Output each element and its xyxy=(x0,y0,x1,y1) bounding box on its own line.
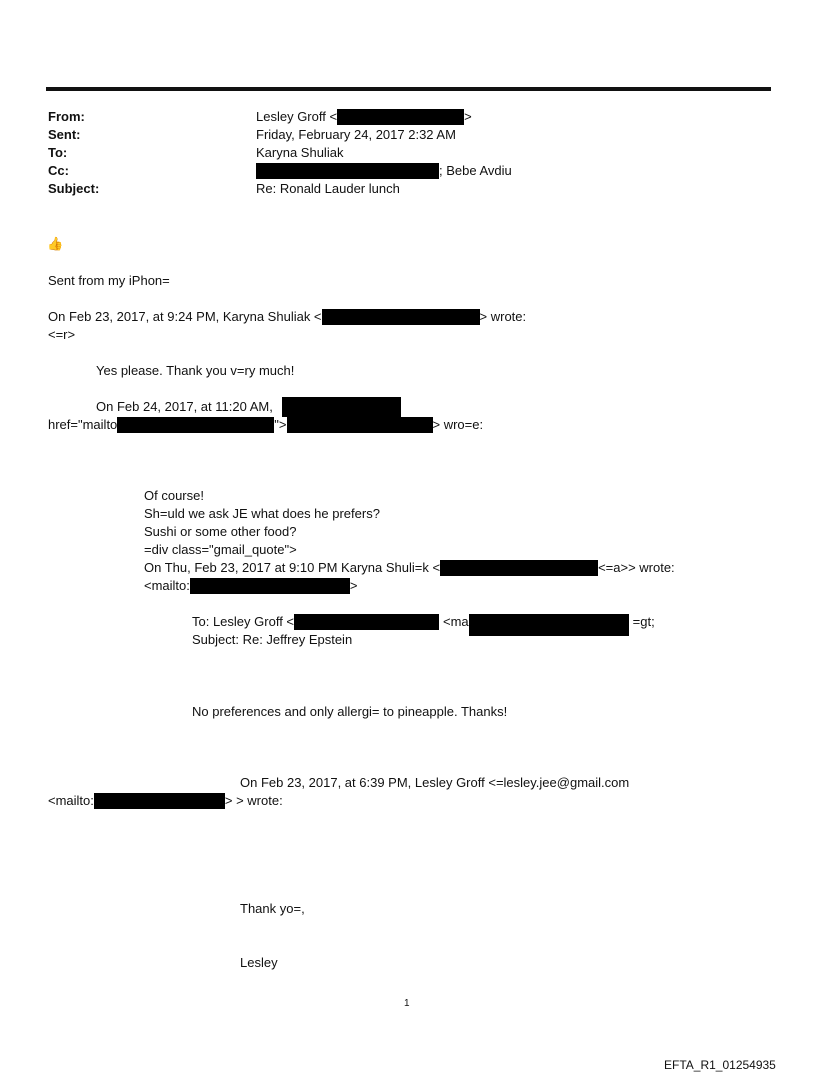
reply-2-line-2: Sh=uld we ask JE what does he prefers? xyxy=(144,506,380,521)
sent-label: Sent: xyxy=(48,127,81,142)
from-value xyxy=(256,109,472,125)
redaction-box xyxy=(190,578,350,594)
cc-label: Cc: xyxy=(48,163,69,178)
quote-header-1-end: > wrote: xyxy=(479,309,527,324)
quote-header-3-text: On Thu, Feb 23, 2017 at 9:10 PM Karyna Shuli=k < xyxy=(144,560,441,575)
quote-header-4-line2 xyxy=(48,793,283,809)
from-label: From: xyxy=(48,109,85,124)
redaction-box xyxy=(469,614,629,636)
redaction-box xyxy=(256,163,439,179)
to-label: To: xyxy=(48,145,68,160)
header-rule xyxy=(46,87,771,91)
reply-2-line-1: Of course! xyxy=(144,488,204,503)
cc-value xyxy=(256,163,512,179)
reply-2-line-4: =div class="gmail_quote"> xyxy=(144,542,297,557)
thanks-line: Thank yo=, xyxy=(240,901,305,916)
from-name: Lesley Groff < xyxy=(256,109,338,124)
quote-header-1 xyxy=(48,309,526,325)
redaction-box xyxy=(287,417,433,433)
quote-header-3-line2 xyxy=(144,578,357,594)
quote-href-mid: "> xyxy=(274,417,287,432)
sent-value: Friday, February 24, 2017 2:32 AM xyxy=(256,127,456,142)
from-end: > xyxy=(464,109,472,124)
reply-2-line-3: Sushi or some other food? xyxy=(144,524,297,539)
iphone-signature: Sent from my iPhon= xyxy=(48,273,170,288)
redaction-box xyxy=(294,614,439,630)
redaction-box xyxy=(322,309,480,325)
fwd-to-mid: <ma xyxy=(443,614,469,629)
subject-value: Re: Ronald Lauder lunch xyxy=(256,181,400,196)
reply-3: No preferences and only allergi= to pineapple. Thanks! xyxy=(192,704,508,719)
sender-name: Lesley xyxy=(240,955,278,970)
reply-1: Yes please. Thank you v=ry much! xyxy=(96,363,295,378)
quote-header-2-end: > wro=e: xyxy=(432,417,484,432)
to-value: Karyna Shuliak xyxy=(256,145,344,160)
redaction-box xyxy=(282,397,401,417)
quote-header-4-end: > > wrote: xyxy=(224,793,283,808)
fwd-to-text: To: Lesley Groff < xyxy=(192,614,295,629)
redaction-box xyxy=(337,109,464,125)
subject-label: Subject: xyxy=(48,181,100,196)
quote-header-2 xyxy=(96,399,273,415)
quote-mailto-end: > xyxy=(349,578,358,593)
quote-mailto-4: <mailto: xyxy=(48,793,94,808)
thumbs-up-icon: 👍 xyxy=(47,236,64,251)
redaction-box xyxy=(440,560,598,576)
quote-mailto: <mailto: xyxy=(144,578,190,593)
fwd-subject: Subject: Re: Jeffrey Epstein xyxy=(192,632,353,647)
quote-header-4: On Feb 23, 2017, at 6:39 PM, Lesley Groff <=lesley.jee@gmail.com xyxy=(240,775,630,790)
quote-tag: <=r> xyxy=(48,327,76,342)
quote-header-3 xyxy=(144,560,675,576)
redaction-box xyxy=(117,417,274,433)
document-id: EFTA_R1_01254935 xyxy=(664,1058,776,1072)
quote-header-2-line2 xyxy=(48,417,483,433)
page-number: 1 xyxy=(404,998,410,1009)
quote-header-2-text: On Feb 24, 2017, at 11:20 AM, xyxy=(96,399,273,414)
cc-text: ; Bebe Avdiu xyxy=(439,163,512,178)
quote-href: href="mailto xyxy=(48,417,118,432)
redaction-box xyxy=(94,793,225,809)
quote-header-1-text: On Feb 23, 2017, at 9:24 PM, Karyna Shuliak < xyxy=(48,309,322,324)
quote-header-3-end: <=a>> wrote: xyxy=(598,560,675,575)
fwd-to-end: =gt; xyxy=(632,614,655,629)
